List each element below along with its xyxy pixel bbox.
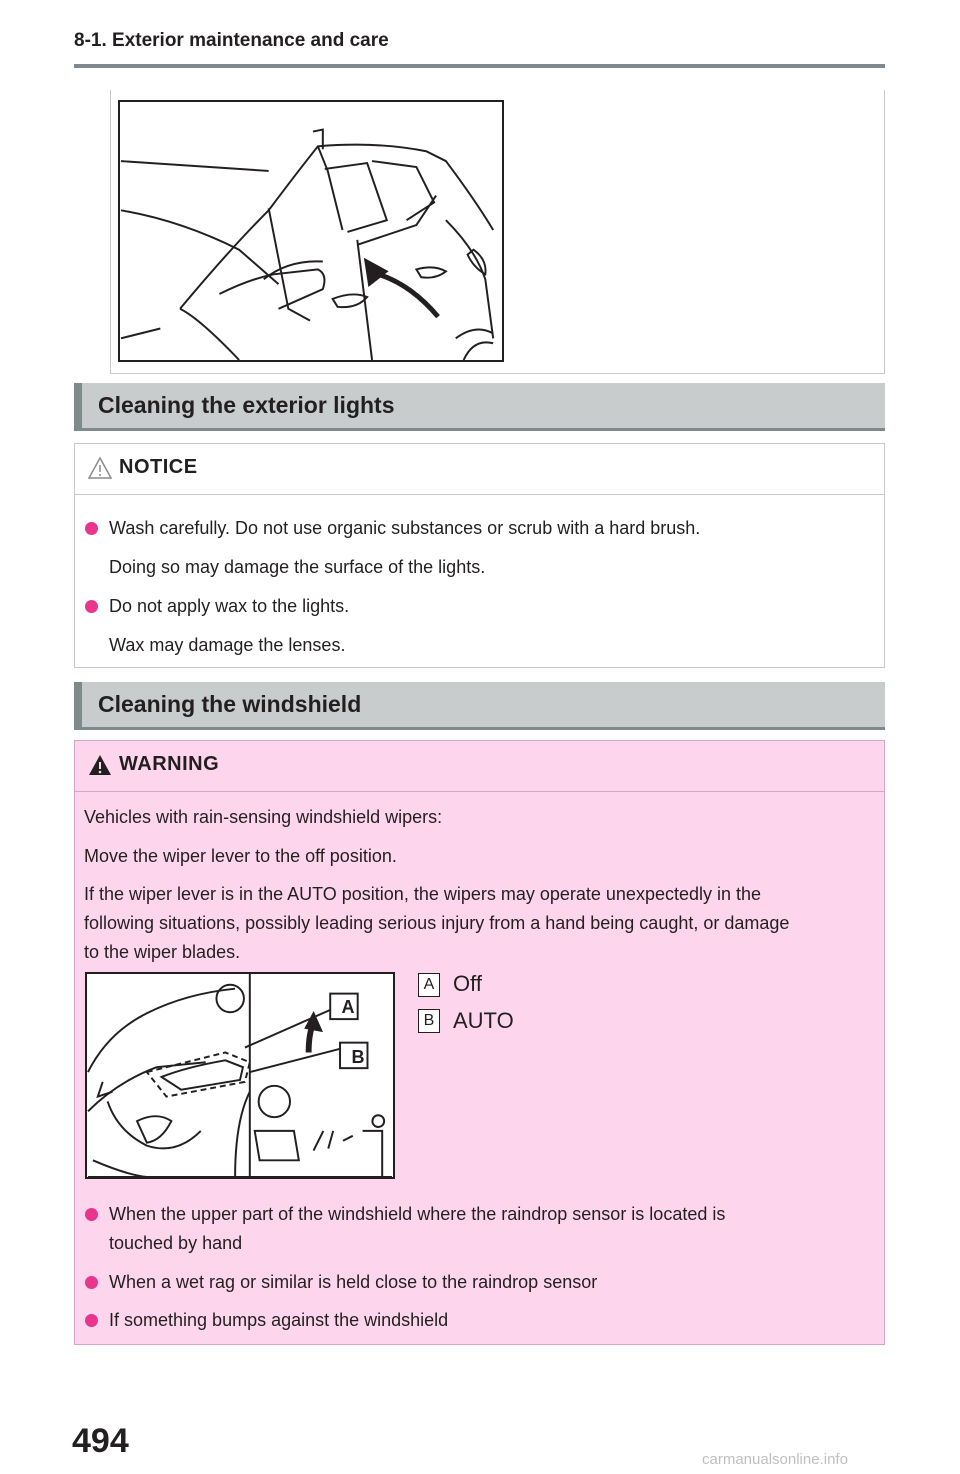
bullet-icon <box>85 1208 98 1221</box>
warning-label: WARNING <box>119 753 220 775</box>
legend-text-auto: AUTO <box>453 1008 514 1033</box>
wiper-lever-illustration <box>85 972 395 1179</box>
notice-item-subtext: Wax may damage the lenses. <box>109 635 346 655</box>
notice-item-text: Do not apply wax to the lights. <box>109 596 350 616</box>
section-title: Cleaning the exterior lights <box>98 392 395 418</box>
watermark: carmanualsonline.info <box>702 1451 848 1468</box>
bullet-icon <box>85 522 98 535</box>
legend-key-b: B <box>418 1009 440 1033</box>
legend-text-off: Off <box>453 971 482 996</box>
bullet-icon <box>85 600 98 613</box>
car-door-illustration <box>118 100 504 362</box>
warning-paragraph-line: If the wiper lever is in the AUTO position, the wipers may operate unexpectedly in the <box>84 884 762 904</box>
callout-a-label: A <box>341 997 355 1017</box>
section-header-windshield <box>74 682 885 730</box>
warning-instruction: Move the wiper lever to the off position. <box>84 846 397 866</box>
callout-b-label: B <box>351 1047 365 1067</box>
warning-bullet-text: touched by hand <box>109 1233 243 1253</box>
page-number: 494 <box>72 1422 129 1460</box>
section-header-exterior-lights <box>74 383 885 431</box>
warning-bullet-text: If something bumps against the windshield <box>109 1310 449 1330</box>
notice-item-text: Wash carefully. Do not use organic substances or scrub with a hard brush. <box>109 518 701 538</box>
running-header: 8-1. Exterior maintenance and care <box>74 30 389 51</box>
caution-triangle-icon <box>87 456 113 480</box>
warning-intro: Vehicles with rain-sensing windshield wipers: <box>84 807 443 827</box>
warning-paragraph-line: to the wiper blades. <box>84 942 241 962</box>
legend-key-a: A <box>418 973 440 997</box>
notice-header <box>75 444 884 495</box>
header-rule <box>74 64 885 68</box>
warning-bullet-text: When a wet rag or similar is held close to the raindrop sensor <box>109 1272 598 1292</box>
notice-label: NOTICE <box>119 456 198 478</box>
section-title: Cleaning the windshield <box>98 691 362 717</box>
bullet-icon <box>85 1276 98 1289</box>
warning-paragraph-line: following situations, possibly leading serious injury from a hand being caught, or damage <box>84 913 790 933</box>
warning-header <box>75 741 884 792</box>
warning-bullet-text: When the upper part of the windshield where the raindrop sensor is located is <box>109 1204 726 1224</box>
notice-item-subtext: Doing so may damage the surface of the lights. <box>109 557 486 577</box>
warning-triangle-icon <box>87 753 113 777</box>
bullet-icon <box>85 1314 98 1327</box>
